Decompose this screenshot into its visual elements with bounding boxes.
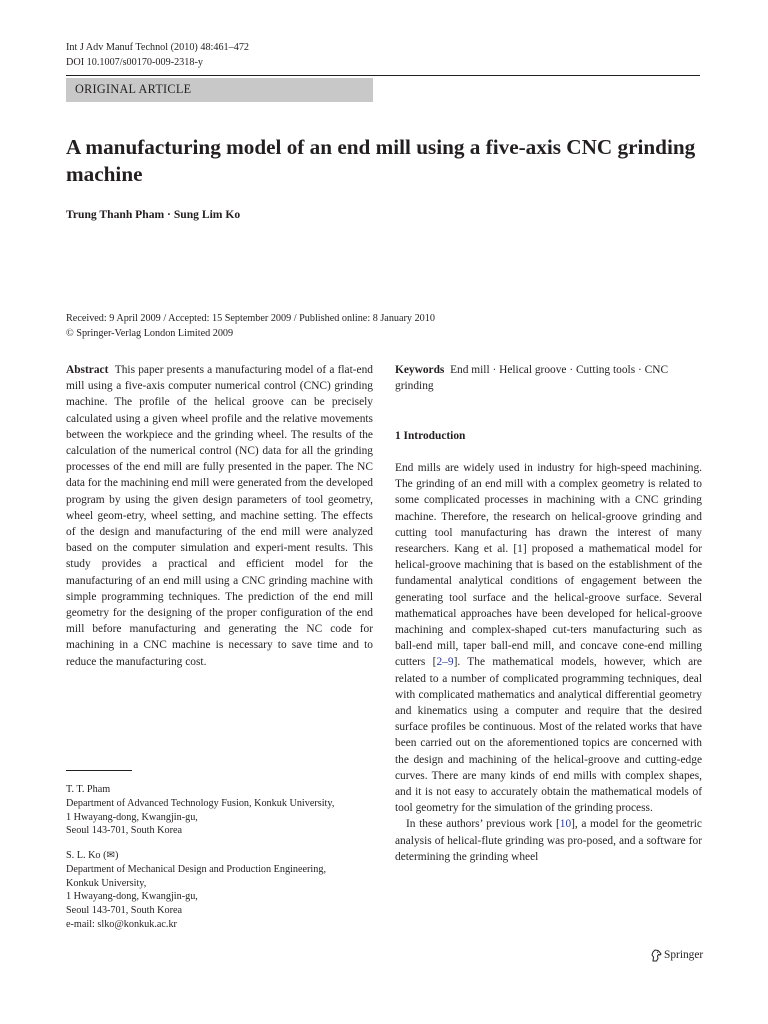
header-rule — [66, 75, 700, 76]
history-dates: Received: 9 April 2009 / Accepted: 15 September 2009 / Published online: 8 January 2010 — [66, 313, 435, 324]
affiliation-pham — [66, 783, 386, 838]
affiliation-line: 1 Hwayang-dong, Kwangjin-gu, — [66, 811, 198, 823]
affiliation-line: Seoul 143-701, South Korea — [66, 905, 183, 917]
journal-citation: Int J Adv Manuf Technol (2010) 48:461–472 — [66, 42, 250, 53]
publisher-logo — [650, 948, 703, 963]
authors: Trung Thanh Pham · Sung Lim Ko — [66, 208, 241, 221]
intro-text: ]. The mathematical models, however, which are related to a number of complicated programming techniques, deal with complicated mathematics and analytical differential geometry and kinematics using a computer and require that the desired surface profiles be continuous. Most of the related works that have been carried out on the aforementioned topics are concerned with the design and machining of the helical-groove and cutting-edge curves. There are many kinds of end mills with complex shapes, and it is not easy to accurately obtain the mathematical models of tool geometry for the simulation of the grinding process. — [395, 656, 702, 815]
introduction-body — [395, 460, 702, 865]
affiliation-line: Department of Advanced Technology Fusion, Konkuk University, — [66, 797, 335, 809]
affiliation-ko — [66, 849, 386, 932]
springer-horse-icon — [650, 949, 662, 962]
section-heading-introduction: 1 Introduction — [395, 430, 466, 442]
intro-paragraph-1 — [395, 460, 702, 816]
copyright: © Springer-Verlag London Limited 2009 — [66, 328, 234, 339]
affiliation-line: Department of Mechanical Design and Production Engineering, — [66, 863, 326, 875]
keywords-heading: Keywords — [395, 364, 445, 376]
abstract — [66, 362, 373, 670]
affiliation-name: T. T. Pham — [66, 784, 111, 795]
abstract-text: This paper presents a manufacturing model of a flat-end mill using a five-axis computer numerical control (CNC) grinding machine. The profile of the helical groove can be precisely calculated using a given wheel profile and the relative movements between the workpiece and the grinding wheel. The results of the calculation of the numerical control (NC) data for all the grinding processes of the end mill are fully presented in the paper. The NC data for the machining end mill were generated from the developed program by using the given design parameters of tool geometry, wheel geom-etry, wheel setting, and machine setting. The effects of the design and manufacturing of the end mill were analyzed based on the computer simulation and experi-ment results. This study provides a practical and efficient model for the manufacturing of an end mill using a CNC grinding machine with simple programming techniques. The prediction of the end mill geometry for the designing of the proper configuration of the end mill before manufacturing and generating the NC code for machining in a CNC machine is necessary to save time and to reduce the manufacturing cost. — [66, 364, 374, 668]
article-type-banner: ORIGINAL ARTICLE — [66, 78, 373, 102]
keywords-text: End mill · Helical groove · Cutting tools · CNC grinding — [395, 364, 669, 393]
keywords — [395, 362, 702, 394]
affiliation-name: S. L. Ko (✉) — [66, 850, 119, 861]
affiliation-line: 1 Hwayang-dong, Kwangjin-gu, — [66, 891, 198, 903]
footnote-rule — [66, 770, 132, 771]
publication-history — [66, 311, 435, 341]
affiliation-line: Konkuk University, — [66, 877, 147, 889]
intro-paragraph-2 — [395, 816, 702, 865]
doi[interactable]: DOI 10.1007/s00170-009-2318-y — [66, 57, 203, 68]
publisher-name: Springer — [664, 949, 704, 961]
intro-text: ], a model for the geometric analysis of helical-flute grinding was pro-posed, and a software for determining the grinding wheel — [395, 818, 702, 863]
author-email[interactable]: e-mail: slko@konkuk.ac.kr — [66, 918, 177, 930]
intro-text: End mills are widely used in industry for high-speed machining. The grinding of an end mill with a complex geometry is related to some complicated processes in machining with a CNC grinding machine. Therefore, the research on helical-groove grinding and cutting tool manufacturing has drawn the interest of many researchers. Kang et al. [1] proposed a mathematical model for helical-groove machining that is based on the establishment of the fundamental analytical conditions of engagement between the generating tool surface and the helical-groove surface. Several mathematical approaches have been developed for helical-groove machining and complex-shaped cut-ters manufacturing such as ball-end mill, taper ball-end mill, and concave cone-end milling cutters [ — [395, 462, 702, 669]
intro-text: In these authors’ previous work [ — [406, 818, 560, 831]
affiliation-line: Seoul 143-701, South Korea — [66, 825, 183, 837]
paper-title: A manufacturing model of an end mill using a five-axis CNC grinding machine — [66, 135, 696, 186]
abstract-heading: Abstract — [66, 364, 109, 376]
journal-info — [66, 40, 249, 70]
citation-link[interactable]: 2–9 — [436, 656, 454, 669]
citation-link[interactable]: 10 — [559, 818, 572, 831]
